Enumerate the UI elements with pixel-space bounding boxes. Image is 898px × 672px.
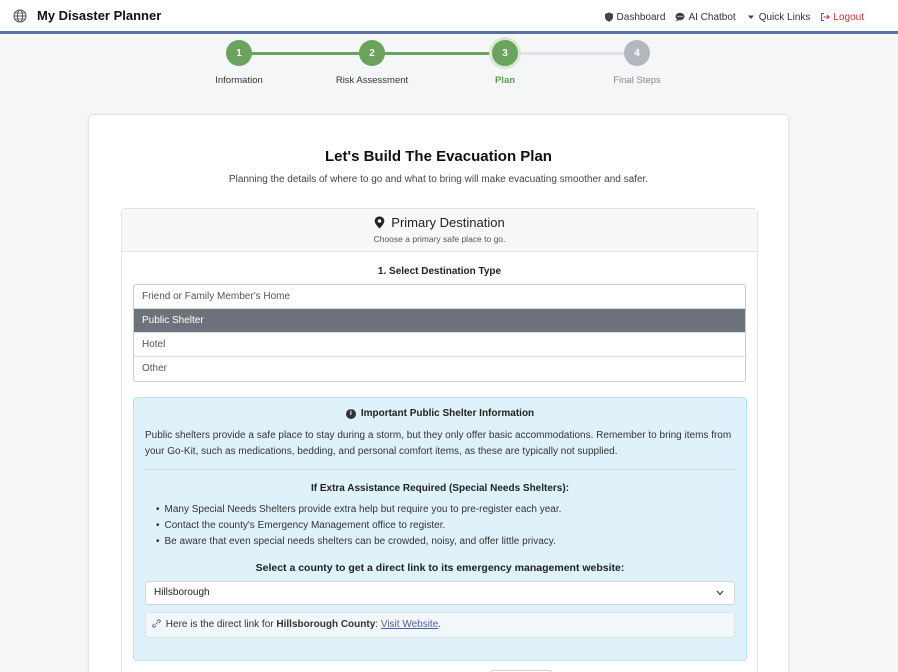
section-header: [122, 209, 757, 252]
brand[interactable]: [13, 8, 161, 23]
county-select-value: Hillsborough: [154, 587, 210, 598]
shelter-info-heading-text: Important Public Shelter Information: [360, 408, 535, 419]
special-needs-heading: If Extra Assistance Required (Special Needs Shelters):: [310, 483, 570, 494]
logout-icon: [820, 12, 830, 22]
step-label: Plan: [494, 75, 516, 86]
list-item: • Be aware that even special needs shelters can be crowded, noisy, and offer little privacy.: [156, 534, 726, 550]
nav-chatbot[interactable]: [675, 12, 735, 23]
county-select[interactable]: [145, 581, 735, 605]
shelter-info-heading: [134, 408, 746, 419]
progress-stepper: [0, 38, 898, 98]
nav-logout[interactable]: [820, 12, 864, 23]
destination-option-hotel[interactable]: Hotel: [134, 333, 745, 357]
caret-down-icon: [746, 12, 756, 22]
divider: [145, 469, 735, 470]
shield-icon: [604, 12, 614, 22]
destination-type-label: 1. Select Destination Type: [377, 266, 502, 277]
step-risk-assessment[interactable]: [302, 40, 442, 86]
nav-dashboard[interactable]: [604, 12, 666, 23]
step-label: Information: [215, 75, 263, 86]
step-label: Risk Assessment: [335, 75, 409, 86]
info-circle-icon: i: [346, 409, 356, 419]
nav-logout-label: Logout: [833, 11, 864, 23]
section-title-text: Primary Destination: [391, 215, 505, 230]
link-prefix: Here is the direct link for: [165, 619, 274, 630]
list-item: • Contact the county's Emergency Management office to register.: [156, 518, 726, 534]
shelter-info-body: Public shelters provide a safe place to stay during a storm, but they only offer basic accommodations. Remember to bring items from your Go-Kit, such as medications, bedding, and personal comfort items, as these are typically not supplied.: [145, 430, 732, 457]
link-icon: [152, 619, 161, 628]
destination-option-friend-family[interactable]: Friend or Family Member's Home: [134, 285, 745, 309]
page-title: Let's Build The Evacuation Plan: [325, 148, 552, 165]
page-subtitle: Planning the details of where to go and what to bring will make evacuating smoother and safer.: [228, 174, 649, 185]
destination-option-public-shelter[interactable]: Public Shelter: [134, 309, 745, 333]
list-item: • Many Special Needs Shelters provide extra help but require you to pre-register each year.: [156, 502, 726, 518]
nav-links: [604, 0, 864, 34]
nav-quick-links[interactable]: [746, 12, 811, 23]
section-subtitle: Choose a primary safe place to go.: [373, 234, 506, 244]
globe-icon: [13, 9, 27, 23]
step-information[interactable]: [169, 40, 309, 86]
nav-dashboard-label: Dashboard: [616, 11, 666, 23]
county-link-box: Here is the direct link for Hillsborough County: Visit Website.: [145, 612, 735, 638]
step-final-steps[interactable]: [567, 40, 707, 86]
destination-option-other[interactable]: Other: [142, 363, 168, 374]
top-navbar: [0, 0, 898, 34]
primary-destination-section: [121, 208, 758, 672]
county-select-label: Select a county to get a direct link to its emergency management website:: [255, 562, 625, 574]
chat-icon: [675, 12, 685, 22]
step-plan[interactable]: [435, 40, 575, 86]
map-pin-icon: [374, 216, 385, 229]
link-county-name: Hillsborough County: [276, 619, 376, 630]
step-number: 3: [492, 40, 518, 66]
step-number: 2: [359, 40, 385, 66]
shelter-info-alert: [133, 397, 747, 661]
step-number: 4: [624, 40, 650, 66]
chevron-down-icon: [716, 590, 724, 596]
app-title: My Disaster Planner: [37, 8, 162, 23]
destination-type-list: [133, 284, 746, 382]
nav-quick-links-label: Quick Links: [758, 11, 811, 23]
plan-card: [88, 114, 789, 672]
nav-chatbot-label: AI Chatbot: [688, 11, 736, 23]
step-number: 1: [226, 40, 252, 66]
section-title: [122, 209, 757, 230]
special-needs-list: [156, 502, 726, 550]
visit-website-link[interactable]: Visit Website: [380, 619, 439, 630]
step-label: Final Steps: [613, 75, 661, 86]
